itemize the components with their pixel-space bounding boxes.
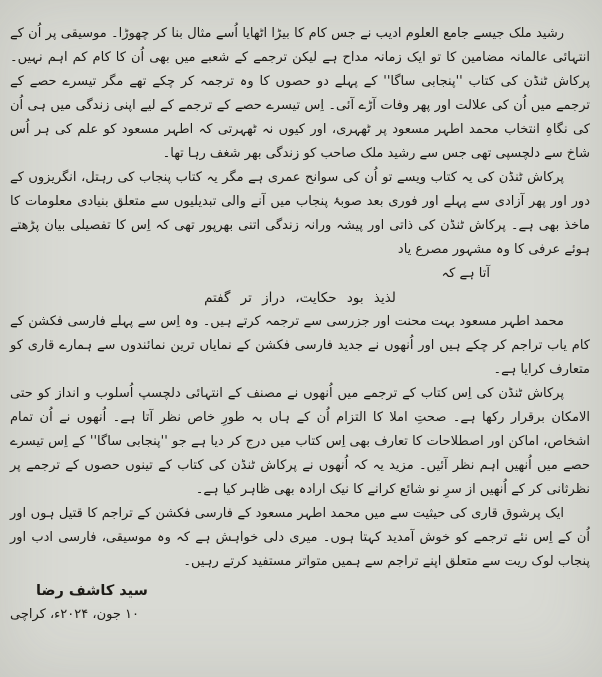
paragraph-3: محمد اطہر مسعود بہت محنت اور جزرسی سے ترجمہ کرتے ہیں۔ وہ اِس سے پہلے فارسی فکشن کے کام یاب تراجم کر چکے ہیں اور اُنھوں نے جدید فارسی فکشن کے نمایاں ترین نمائندوں سے ہمارے قاری کو متعارف کرایا ہے۔ xyxy=(10,314,590,377)
persian-verse: لذیذ بود حکایت، دراز تر گفتم xyxy=(204,290,396,306)
paragraph-1: رشید ملک جیسے جامع العلوم ادیب نے جس کام کا بیڑا اٹھایا اُسے مثال بنا کر چھوڑا۔ موسیقی پر اُن کے انتہائی عالمانہ مضامین کا تو ایک زمانہ مداح ہے لیکن ترجمے کے شعبے میں بھی اُن کا کام کم اہم نہیں۔ پرکاش ٹنڈن کی کتاب ''پنجابی ساگا'' کے پہلے دو حصوں کا وہ ترجمہ کر چکے تھے مگر تیسرے حصے کے ترجمے میں اُن کی علالت اور پھر وفات آڑے آئی۔ اِس تیسرے حصے کے ترجمے کے لیے اپنی زندگی میں ہی اُن کی نگاہِ انتخاب محمد اطہر مسعود پر ٹھہری، اور کیوں نہ ٹھہرتی کہ اطہر مسعود کو علم کی ہر اُس شاخ سے دلچسپی تھی جس سے رشید ملک صاحب کو زندگی بھر شغف رہا تھا۔ xyxy=(10,26,590,161)
paragraph-2: پرکاش ٹنڈن کی یہ کتاب ویسے تو اُن کی سوانح عمری ہے مگر یہ کتاب پنجاب کی رہتل، انگریزوں کے دور اور پھر آزادی سے پہلے اور فوری بعد صوبۂ پنجاب میں آنے والی تبدیلیوں سے متعلق بنیادی معلومات کا ماخذ بھی ہے۔ پرکاش ٹنڈن کی ذاتی اور پیشہ ورانہ زندگی اتنی بھرپور تھی کہ اِس کا تفصیلی بیان پڑھتے ہوئے عرفی کا وہ مشہور مصرع یاد xyxy=(10,170,590,257)
dateline: ۱۰ جون، ۲۰۲۴ء، کراچی xyxy=(10,607,139,622)
paragraph-2-tail: آتا ہے کہ xyxy=(441,266,490,281)
paragraph-5: ایک پرشوق قاری کی حیثیت سے میں محمد اطہر مسعود کے فارسی فکشن کے تراجم کا قتیل ہوں اور اُن کے اِس نئے ترجمے کو خوش آمدید کہتا ہوں۔ میری دلی خواہش ہے کہ وہ موسیقی، فارسی ادب اور پنجاب لوک ریت سے متعلق اپنے تراجم سے ہمیں متواتر مستفید کرتے رہیں۔ xyxy=(10,506,590,569)
paragraph-4: پرکاش ٹنڈن کی اِس کتاب کے ترجمے میں اُنھوں نے مصنف کے انتہائی دلچسپ اُسلوب و انداز کو حتی الامکان برقرار رکھا ہے۔ صحتِ املا کا التزام اُن کے ہاں بہ طورِ خاص نظر آتا ہے۔ اُنھوں نے اُن تمام اشخاص، اماکن اور اصطلاحات کا تعارف بھی اِس کتاب میں درج کر دیا ہے جو ''پنجابی ساگا'' کے اِس تیسرے حصے میں اُنھیں اہم نظر آئیں۔ مزید یہ کہ اُنھوں نے پرکاش ٹنڈن کی کتاب کے تینوں حصوں کے ترجمے پر نظرثانی کر کے اُنھیں از سرِ نو شائع کرانے کا نیک ارادہ بھی ظاہر کیا ہے۔ xyxy=(10,386,590,497)
author-signature: سید کاشف رضا xyxy=(36,583,148,599)
foreword-text xyxy=(10,22,590,627)
